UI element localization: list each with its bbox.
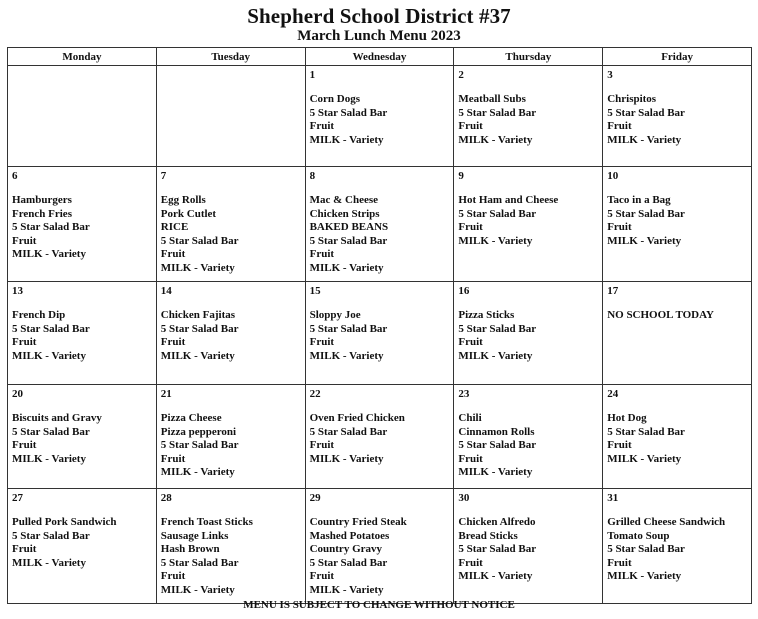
menu-item: 5 Star Salad Bar — [12, 322, 90, 335]
day-number: 3 — [607, 69, 613, 81]
weekday-header: Thursday — [454, 48, 603, 66]
day-number: 10 — [607, 170, 619, 182]
menu-item: MILK - Variety — [12, 556, 86, 569]
day-cell — [305, 385, 454, 489]
menu-item: MILK - Variety — [309, 261, 384, 274]
week-row — [8, 385, 752, 489]
spacer — [458, 82, 598, 93]
weekday-header-row — [8, 48, 752, 66]
menu-item: Fruit — [160, 248, 186, 260]
day-cell — [8, 66, 157, 167]
menu-item: MILK - Variety — [607, 570, 682, 582]
menu-item: Fruit — [12, 543, 37, 555]
menu-item: 5 Star Salad Bar — [160, 556, 239, 569]
menu-item: Meatball Subs — [458, 93, 526, 105]
day-cell — [454, 489, 603, 604]
day-number: 28 — [160, 492, 172, 504]
menu-item: MILK - Variety — [607, 133, 682, 146]
menu-item: MILK - Variety — [309, 133, 384, 146]
day-number: 30 — [458, 492, 470, 504]
day-cell — [305, 167, 454, 282]
day-number — [161, 69, 301, 82]
week-row — [8, 167, 752, 282]
week-row — [8, 282, 752, 385]
menu-item: Fruit — [607, 221, 632, 233]
menu-item: Fruit — [458, 221, 483, 233]
menu-item: Chicken Fajitas — [160, 309, 236, 321]
spacer — [12, 183, 152, 194]
day-cell — [603, 282, 752, 385]
menu-item: Mashed Potatoes — [309, 529, 390, 542]
spacer — [12, 298, 152, 309]
day-cell — [8, 167, 157, 282]
menu-item: Pizza Sticks — [458, 309, 515, 321]
menu-item: MILK - Variety — [458, 466, 533, 478]
spacer — [607, 298, 747, 309]
menu-item: 5 Star Salad Bar — [458, 543, 537, 555]
spacer — [607, 401, 747, 412]
menu-item: 5 Star Salad Bar — [12, 425, 90, 438]
menu-item: Fruit — [160, 452, 186, 465]
spacer — [458, 298, 598, 309]
menu-item: MILK - Variety — [12, 248, 86, 260]
menu-item: MILK - Variety — [160, 349, 235, 362]
menu-item: Hot Ham and Cheese — [458, 194, 559, 206]
spacer — [310, 505, 450, 516]
menu-item: 5 Star Salad Bar — [160, 322, 239, 335]
menu-item: Sloppy Joe — [309, 309, 361, 321]
menu-item: MILK - Variety — [12, 452, 86, 465]
menu-item: 5 Star Salad Bar — [458, 439, 537, 451]
day-number: 21 — [160, 388, 172, 400]
day-cell — [305, 282, 454, 385]
menu-item: MILK - Variety — [160, 466, 235, 478]
spacer — [161, 298, 301, 309]
menu-item: BAKED BEANS — [309, 221, 389, 233]
day-number: 31 — [607, 492, 619, 504]
day-cell — [454, 167, 603, 282]
menu-item: Country Gravy — [309, 543, 383, 555]
menu-item: 5 Star Salad Bar — [309, 234, 388, 247]
spacer — [607, 82, 747, 93]
page-subtitle: March Lunch Menu 2023 — [297, 28, 461, 44]
menu-item: MILK - Variety — [309, 583, 384, 596]
menu-item: Fruit — [607, 120, 632, 132]
spacer — [458, 505, 598, 516]
day-number: 15 — [309, 285, 321, 297]
day-cell — [305, 66, 454, 167]
day-number: 27 — [12, 492, 23, 504]
day-number: 29 — [309, 492, 321, 504]
menu-item: French Fries — [12, 207, 72, 220]
day-cell — [603, 385, 752, 489]
day-cell — [8, 282, 157, 385]
menu-item: MILK - Variety — [458, 234, 533, 247]
spacer — [310, 183, 450, 194]
spacer — [12, 505, 152, 516]
menu-item: Pizza pepperoni — [160, 425, 237, 438]
menu-item: French Toast Sticks — [160, 516, 253, 528]
menu-item: Fruit — [458, 556, 483, 569]
menu-item: Country Fried Steak — [309, 516, 407, 528]
menu-item: Fruit — [12, 234, 37, 247]
day-cell — [156, 385, 305, 489]
page-title: Shepherd School District #37 — [247, 4, 511, 28]
menu-item: Taco in a Bag — [607, 194, 671, 206]
menu-item: MILK - Variety — [160, 583, 235, 596]
menu-item: 5 Star Salad Bar — [607, 425, 685, 438]
day-number: 6 — [12, 170, 18, 182]
menu-item: Mac & Cheese — [309, 194, 379, 206]
menu-item: Hash Brown — [160, 543, 220, 555]
day-number: 2 — [458, 69, 464, 81]
spacer — [458, 183, 598, 194]
menu-item: MILK - Variety — [309, 452, 384, 465]
day-cell — [603, 167, 752, 282]
menu-item: RICE — [160, 221, 189, 233]
spacer — [161, 505, 301, 516]
menu-item: 5 Star Salad Bar — [607, 106, 685, 119]
day-number: 23 — [458, 388, 470, 400]
menu-item: MILK - Variety — [607, 452, 682, 465]
lunch-calendar — [7, 47, 752, 604]
day-cell — [156, 66, 305, 167]
weekday-header: Wednesday — [305, 48, 454, 66]
menu-item: MILK - Variety — [309, 349, 384, 362]
day-number: 7 — [160, 170, 167, 182]
spacer — [607, 183, 747, 194]
day-number: 22 — [309, 388, 321, 400]
menu-item: 5 Star Salad Bar — [12, 529, 90, 542]
menu-item: Chrispitos — [607, 93, 657, 105]
menu-item: Fruit — [607, 556, 632, 569]
day-number: 20 — [12, 388, 23, 400]
menu-change-notice: MENU IS SUBJECT TO CHANGE WITHOUT NOTICE — [243, 599, 515, 611]
day-cell — [603, 489, 752, 604]
menu-item: MILK - Variety — [458, 133, 533, 146]
menu-item: Fruit — [160, 570, 186, 582]
spacer — [458, 401, 598, 412]
menu-item: Egg Rolls — [160, 194, 206, 206]
day-cell — [156, 489, 305, 604]
week-row — [8, 489, 752, 604]
menu-item: Sausage Links — [160, 529, 229, 542]
menu-item: 5 Star Salad Bar — [458, 207, 537, 220]
menu-item: Pizza Cheese — [160, 412, 222, 424]
menu-item: 5 Star Salad Bar — [12, 221, 90, 233]
week-row — [8, 66, 752, 167]
day-number: 17 — [607, 285, 619, 297]
weekday-header: Tuesday — [156, 48, 305, 66]
day-number: 1 — [309, 69, 316, 81]
menu-item: 5 Star Salad Bar — [458, 106, 537, 119]
menu-item: Fruit — [309, 439, 335, 451]
day-cell — [156, 282, 305, 385]
menu-item: Biscuits and Gravy — [12, 412, 102, 424]
menu-item: 5 Star Salad Bar — [309, 556, 388, 569]
menu-item: Oven Fried Chicken — [309, 412, 405, 424]
menu-item: 5 Star Salad Bar — [160, 234, 239, 247]
menu-item: NO SCHOOL TODAY — [607, 309, 714, 321]
menu-item: Fruit — [458, 120, 483, 132]
menu-item: Fruit — [458, 336, 483, 348]
day-number: 9 — [458, 170, 464, 182]
menu-item: Fruit — [160, 336, 186, 348]
weekday-header: Friday — [603, 48, 752, 66]
menu-item: MILK - Variety — [160, 261, 235, 274]
day-number — [12, 69, 152, 82]
menu-item: Fruit — [309, 336, 335, 348]
menu-item: Fruit — [309, 570, 335, 582]
menu-item: Corn Dogs — [309, 93, 361, 105]
day-number: 24 — [607, 388, 619, 400]
day-cell — [454, 66, 603, 167]
day-cell — [8, 385, 157, 489]
menu-item: Bread Sticks — [458, 529, 518, 542]
menu-item: Tomato Soup — [607, 529, 670, 542]
spacer — [607, 505, 747, 516]
day-cell — [305, 489, 454, 604]
day-number: 13 — [12, 285, 23, 297]
spacer — [310, 298, 450, 309]
menu-item: Chili — [458, 412, 482, 424]
day-number: 16 — [458, 285, 470, 297]
menu-item: Hot Dog — [607, 412, 647, 424]
menu-item: 5 Star Salad Bar — [160, 439, 239, 451]
menu-item: Chicken Alfredo — [458, 516, 536, 528]
menu-item: MILK - Variety — [458, 570, 533, 582]
menu-item: Chicken Strips — [309, 207, 380, 220]
menu-item: Fruit — [12, 439, 37, 451]
spacer — [310, 82, 450, 93]
menu-item: 5 Star Salad Bar — [309, 106, 388, 119]
day-cell — [454, 385, 603, 489]
day-number: 8 — [309, 170, 316, 182]
day-cell — [8, 489, 157, 604]
menu-item: 5 Star Salad Bar — [607, 207, 685, 220]
menu-item: 5 Star Salad Bar — [607, 543, 685, 555]
day-number: 14 — [160, 285, 172, 297]
menu-item: French Dip — [12, 309, 66, 321]
menu-item: 5 Star Salad Bar — [309, 425, 388, 438]
day-cell — [156, 167, 305, 282]
menu-item: Grilled Cheese Sandwich — [607, 516, 726, 528]
weekday-header: Monday — [8, 48, 157, 66]
menu-item: Pork Cutlet — [160, 207, 217, 220]
menu-item: Hamburgers — [12, 194, 72, 206]
day-cell — [454, 282, 603, 385]
menu-item: Fruit — [458, 452, 483, 465]
menu-item: 5 Star Salad Bar — [458, 322, 537, 335]
spacer — [161, 183, 301, 194]
menu-item: 5 Star Salad Bar — [309, 322, 388, 335]
menu-item: Pulled Pork Sandwich — [12, 516, 117, 528]
menu-item: Fruit — [12, 336, 37, 348]
menu-item: MILK - Variety — [458, 349, 533, 362]
menu-item: Fruit — [309, 248, 335, 260]
spacer — [310, 401, 450, 412]
day-cell — [603, 66, 752, 167]
spacer — [161, 401, 301, 412]
spacer — [12, 401, 152, 412]
menu-item: Fruit — [607, 439, 632, 451]
menu-item: MILK - Variety — [12, 349, 86, 362]
menu-item: Cinnamon Rolls — [458, 425, 535, 438]
menu-item: Fruit — [309, 120, 335, 132]
menu-item: MILK - Variety — [607, 234, 682, 247]
